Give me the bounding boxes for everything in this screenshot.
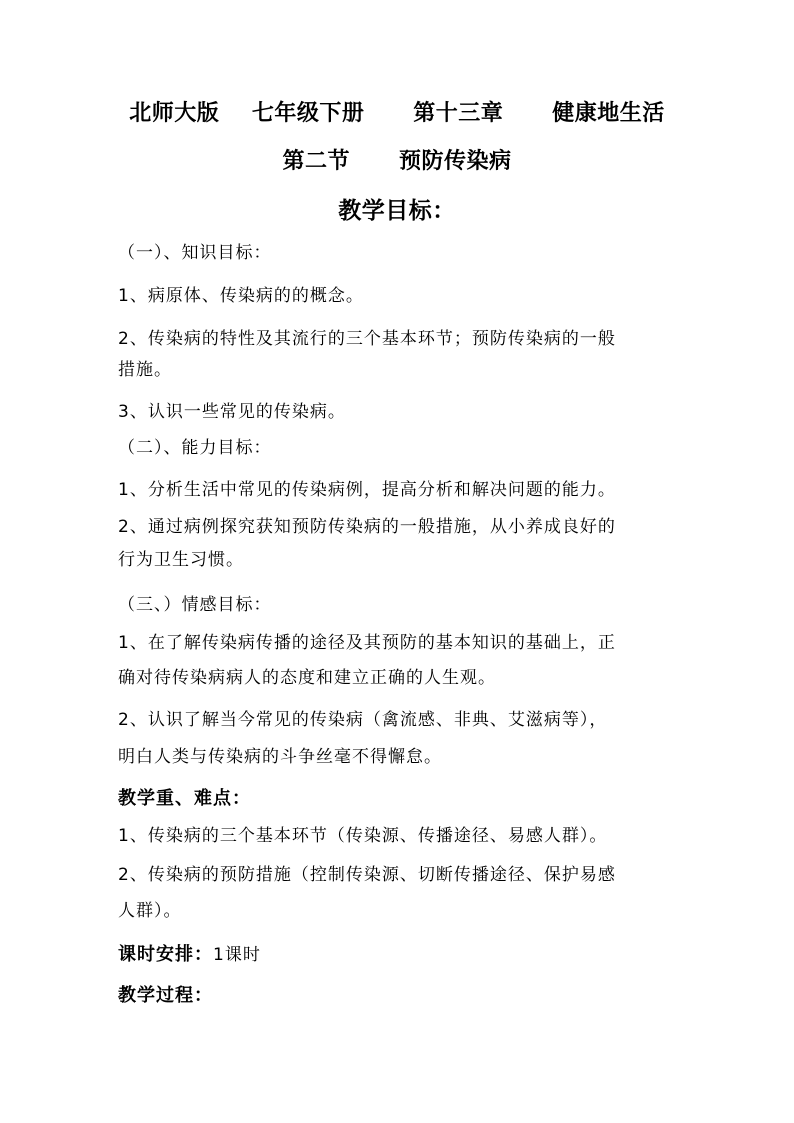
knowledge-heading: （一）、知识目标： [118,243,272,263]
schedule-line [118,940,678,966]
ability-heading: （二）、能力目标： [118,438,272,458]
emotion-item-2-cont: 明白人类与传染病的斗争丝毫不得懈怠。 [118,747,442,767]
process-heading: 教学过程： [118,985,213,1006]
objectives-title: 教学目标： [338,198,456,224]
knowledge-item-3: 3、认识一些常见的传染病。 [118,402,346,422]
schedule-value: 1课时 [213,945,261,965]
ability-item-2-cont: 行为卫生习惯。 [118,550,244,570]
schedule-label: 课时安排： [118,944,213,965]
knowledge-item-2: 2、传染病的特性及其流行的三个基本环节；预防传染病的一般 [118,329,616,349]
ability-item-1: 1、分析生活中常见的传染病例，提高分析和解决问题的能力。 [118,480,616,500]
section-title: 第二节 预防传染病 [282,149,512,174]
key-point-1: 1、传染病的三个基本环节（传染源、传播途径、易感人群）。 [118,826,608,846]
emotion-item-2: 2、认识了解当今常见的传染病（禽流感、非典、艾滋病等）， [118,710,608,730]
knowledge-item-2-cont: 措施。 [118,360,172,380]
key-point-2-cont: 人群）。 [118,901,182,921]
emotion-item-1: 1、在了解传染病传播的途径及其预防的基本知识的基础上，正 [118,633,616,653]
key-point-2: 2、传染病的预防措施（控制传染源、切断传播途径、保护易感 [118,865,616,885]
document-title: 北师大版 七年级下册 第十三章 健康地生活 [129,101,665,126]
emotion-item-1-cont: 确对待传染病病人的态度和建立正确的人生观。 [118,668,496,688]
key-points-heading: 教学重、难点： [118,788,251,809]
ability-item-2: 2、通过病例探究获知预防传染病的一般措施，从小养成良好的 [118,517,616,537]
knowledge-item-1: 1、病原体、传染病的的概念。 [118,286,364,306]
emotion-heading: （三、）情感目标： [118,595,272,615]
